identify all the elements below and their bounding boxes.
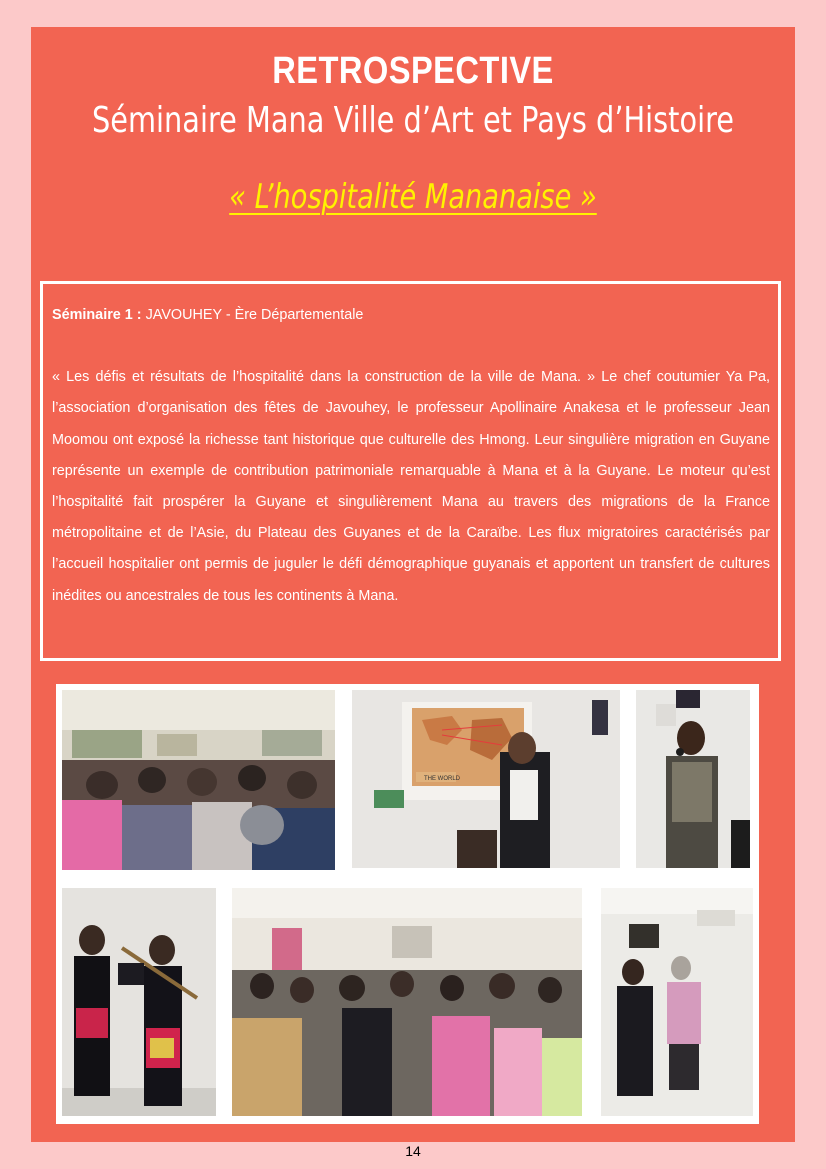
photo-audience-hall bbox=[62, 690, 335, 870]
page-number: 14 bbox=[405, 1143, 421, 1159]
page-subtitle: Séminaire Mana Ville d’Art et Pays d’Histoire bbox=[92, 100, 735, 141]
seminar-paragraph: « Les défis et résultats de l’hospitalité dans la construction de la ville de Mana. » Le chef coutumier Ya Pa, l’association d’organisation des fêtes de Javouhey, le professeur Apollinaire Anakesa et le professeur Jean Moomou ont exposé la richesse tant historique que culturelle des Hmong. Leur singulière migration en Guyane représente un exemple de contribution patrimoniale remarquable à Mana et à la Guyane. Le moteur qu’est l’hospitalité fait prospérer la Guyane et singulièrement Mana au travers des migrations de la France métropolitaine et de l’Asie, du Plateau des Guyanes et de la Caraïbe. Les flux migratoires caractérisés par l’accueil hospitalier ont permis de juguler le défi démographique guyanais et apportent un transfert de cultures inédites ou ancestrales de tous les continents à Mana. bbox=[52, 369, 770, 604]
seminar-text-box bbox=[40, 281, 781, 661]
photo-speaker-map bbox=[352, 690, 620, 868]
theme-title: « L’hospitalité Mananaise » bbox=[229, 177, 597, 217]
photo-collage bbox=[56, 684, 759, 1124]
photo-traditional-flute bbox=[62, 888, 216, 1116]
seminar-name: JAVOUHEY - Ère Départementale bbox=[141, 307, 364, 323]
photo-two-speakers bbox=[601, 888, 753, 1116]
seminar-heading bbox=[52, 300, 770, 331]
seminar-label: Séminaire 1 : bbox=[52, 307, 142, 323]
photo-audience-children bbox=[232, 888, 582, 1116]
photo-man-microphone bbox=[636, 690, 750, 868]
map-caption: THE WORLD bbox=[424, 776, 460, 782]
page-title: RETROSPECTIVE bbox=[272, 50, 554, 92]
